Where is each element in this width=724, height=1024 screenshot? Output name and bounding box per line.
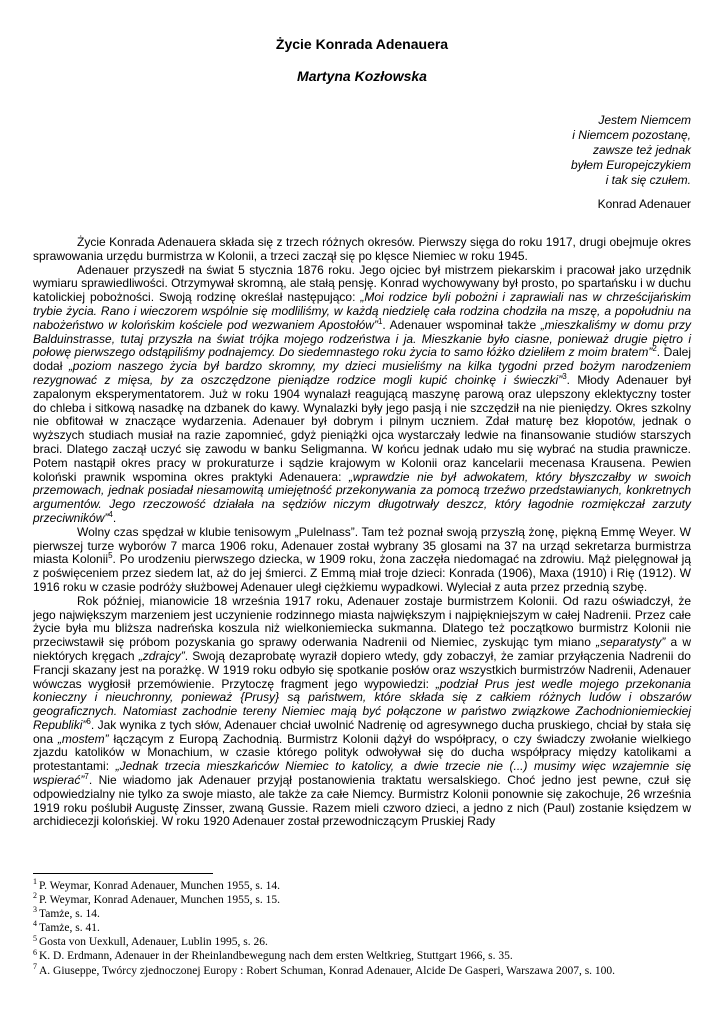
footnote-text: K. D. Erdmann, Adenauer in der Rheinlandbewegung nach dem ersten Weltkrieg, Stuttgart 1966, s. 35. (39, 950, 513, 963)
footnote-number: 7 (33, 961, 37, 971)
footnote-text: Gosta von Uexkull, Adenauer, Lublin 1995, s. 26. (39, 936, 268, 949)
motto-line: byłem Europejczykiem (570, 158, 691, 172)
motto-attribution: Konrad Adenauer (597, 197, 691, 211)
footnote-text: P. Weymar, Konrad Adenauer, Munchen 1955, s. 15. (39, 894, 280, 907)
motto-line: zawsze też jednak (592, 143, 691, 157)
motto-epigraph (391, 113, 691, 188)
footnotes (33, 879, 693, 978)
footnote-ref[interactable]: 2 (652, 344, 657, 354)
footnote-text: A. Giuseppe, Twórcy zjednoczonej Europy : Robert Schuman, Konrad Adenauer, Alcide De Gasperi, Warszawa 2007, s. 100. (39, 964, 616, 977)
footnote-number: 4 (33, 919, 37, 929)
paragraph-text: . Nie wiadomo jak Adenauer przyjął postanowienia traktatu wersalskiego. Choć jedno jest pewne, czuł się odpowiedzialny nie tylko za swoje miasto, ale także za całe Niemcy. Burmistrz Kolonii ponownie się zakochuje, 26 września 1919 roku poślubił Augustę Zinsser, zwaną Gussie. Razem mieli czworo dzieci, a jedno z nich (Paul) zostanie księdzem w archidiecezji kolońskiej. W roku 1920 Adenauer został przewodniczącym Pruskiej Rady (33, 773, 691, 829)
paragraph-text: łączącym z Europą Zachodnią. Burmistrz Kolonii dążył do współpracy, o czy świadczy zwołanie wielkiego zjazdu katolików w Monachium, w czasie którego polityk odwoływał się do ducha współpracy między katolikami a protestantami: (33, 731, 692, 774)
footnote (33, 893, 693, 907)
quotation: „mieszkaliśmy w domu przy Balduinstrasse, tutaj przyszła na świat trójka mojego rodzeństwa i ja. Mieszkanie było ciasne, ponieważ drugie piętro i połowę pierwszego odstąpiliśmy podnajemcy. Do siedemnastego roku życia to samo łóżko dzieliłem z moim bratem” (33, 317, 692, 360)
paragraph-text: Rok później, mianowicie 18 września 1917 roku, Adenauer zostaje burmistrzem Kolonii. Od razu oświadczył, że jego największym marzeniem jest uczynienie rodzinnego miasta największym i najpiękniejszym w całej Nadrenii. Przez całe życie była mu bliższa nadreńska koszula niż wielkoniemiecka sukmanna. Dlatego też początkowo burmistrz Kolonii nie przeciwstawił się próbom pozyskania go sprawy oderwania Nadrenii od Niemiec, zyskując tym miano (33, 593, 691, 650)
footnote-number: 3 (33, 905, 37, 915)
footnote-ref[interactable]: 4 (108, 509, 113, 519)
footnote-ref[interactable]: 3 (562, 371, 567, 381)
footnote (33, 921, 693, 935)
quotation: „zdrajcy” (138, 648, 185, 663)
footnote (33, 961, 693, 978)
paragraph (33, 526, 691, 595)
quotation: „poziom naszego życia był bardzo skromny, my dzieci musieliśmy na kilka tygodni przed bożym narodzeniem rezygnować z mięsa, by za oszczędzone pieniądze rodzice mogli kupić choinkę i świeczki” (33, 359, 691, 387)
footnote (33, 879, 693, 893)
paragraph-text: Wolny czas spędzał w klubie tenisowym „Pulelnass”. Tam też poznał swoją przyszłą żonę, piękną Emmę Weyer. W pierwszej turze wyborów 7 marca 1906 roku, Adenauer został wybrany 35 glosami na 37 na urząd sekretarza burmistrza miasta Kolonii (33, 524, 691, 567)
paragraph (33, 264, 691, 526)
quotation: „wprawdzie nie był adwokatem, który błyszczałby w swoich przemowach, jednak posiadał niesamowitą umiejętność przekonywania za pomocą trzeźwo przedstawianych, konkretnych argumentów. Jego rzeczowość działała na sędziów niczym długotrwały deszcz, który łagodnie rozmiękczał zarzuty przeciwników” (33, 469, 691, 525)
paragraph-text: . Młody Adenauer był zapalonym eksperymentatorem. Już w roku 1904 wynalazł reagującą maszynę parową oraz ulepszony eklektyczny toster do chleba i sitkową nasadkę na dzbanek do kawy. Wynalazki były jego pasją i nie szczędził na nie pieniędzy. Okres szkolny nie obfitował w znaczące wydarzenia. Adenauer był dobrym i pilnym uczniem. Zdał maturę bez kłopotów, jednak o wyższych studiach musiał na razie zapomnieć, gdyż pieniążki ojca wystarczały ledwie na finansowanie studiów starszych braci. Dlatego zaczął uczyć się zawodu w banku Seligmanna. W końcu jednak udało mu się wybrać na studia prawnicze. Potem nastąpił okres pracy w prokuraturze i sądzie krajowym w Kolonii oraz kancelarii mecenasa Krausena. Pewien koloński prawnik wspomina okres praktyki Adenauera: (33, 372, 691, 484)
motto-line: i tak się czułem. (605, 173, 691, 187)
quotation: „Moi rodzice byli pobożni i zaprawiali nas w chrześcijańskim trybie życia. Rano i wieczorem wspólnie się modliliśmy, w każdą niedzielę cała rodzina chodziła na mszę, a popołudniu na nabożeństwo w kolońskim kościele pod wezwaniem Apostołów” (33, 290, 692, 332)
paragraph-text: Życie Konrada Adenauera składa się z trzech różnych okresów. Pierwszy sięga do roku 1917, drugi obejmuje okres sprawowania urzędu burmistrza w Kolonii, a trzeci zaczął się po klęsce Niemiec w roku 1945. (33, 235, 691, 263)
paragraph-text: . (112, 510, 117, 525)
footnote (33, 907, 693, 921)
footnote-text: Tamże, s. 14. (39, 908, 100, 921)
document-title: Życie Konrada Adenauera (275, 36, 449, 52)
paragraph (33, 595, 691, 830)
quotation: „mostem” (57, 731, 109, 746)
footnote (33, 935, 693, 949)
paragraph (33, 236, 691, 264)
footnote-ref[interactable]: 5 (108, 551, 113, 561)
footnote-number: 2 (33, 891, 37, 901)
paragraph-text: a w niektórych kręgach (33, 635, 691, 663)
footnote-ref[interactable]: 1 (377, 316, 383, 326)
footnote-ref[interactable]: 6 (86, 716, 91, 726)
footnote-number: 1 (33, 877, 37, 887)
body-text (33, 236, 691, 829)
document-author: Martyna Kozłowska (297, 68, 427, 84)
paragraph-text: . Adenauer wspominał także (382, 317, 541, 332)
motto-line: Jestem Niemcem (598, 113, 691, 127)
footnote-text: P. Weymar, Konrad Adenauer, Munchen 1955, s. 14. (39, 880, 280, 892)
paragraph-text: . Dalej dodał (33, 345, 691, 374)
footnote-ref[interactable]: 7 (84, 772, 89, 782)
paragraph-text: . Swoją dezaprobatę wyraził dopiero wtedy, gdy zobaczył, że zamiar przyłączenia Nadrenii do Francji skazany jest na porażkę. W 1919 roku odbyło się spotkanie posłów oraz wszystkich burmistrzów Nadrenii, Adenauer wówczas wygłosił przemówienie. Przytoczę fragment jego wypowiedzi: (33, 648, 691, 691)
quotation: „podział Prus jest wedle mojego przekonania konieczny i nieuchronny, ponieważ {Prusy} są państwem, które składa się z całkiem różnych ludów i obszarów geograficznych. Natomiast zachodnie tereny Niemiec mają być połączone w państwo związkowe Zachodnioniemieckiej Republiki” (33, 676, 691, 732)
footnote-text: Tamże, s. 41. (39, 922, 100, 935)
paragraph-text: . Jak wynika z tych słów, Adenauer chciał uwolnić Nadrenię od agresywnego ducha pruskiego, chciał by stała się ona (33, 717, 691, 746)
quotation: „Jednak trzecia mieszkańców Niemiec to katolicy, a dwie trzecie nie (...) musimy więc wzajemnie się wspierać” (33, 759, 691, 788)
motto-line: i Niemcem pozostanę, (572, 128, 691, 142)
quotation: „separatysty” (596, 635, 666, 650)
footnote-number: 6 (33, 947, 37, 957)
paragraph-text: Adenauer przyszedł na świat 5 stycznia 1876 roku. Jego ojciec był mistrzem piekarskim i pracował jako urzędnik wymiaru sprawiedliwości. Otrzymywał skromną, ale stałą pensję. Konrad wychowywany był prosto, po spartańsku i w duchu katolickiej pobożności. Swoją rodzinę określał następująco: (33, 262, 691, 305)
footnote-number: 5 (33, 933, 37, 943)
footnote (33, 949, 693, 963)
paragraph-text: . Po urodzeniu pierwszego dziecka, w 1909 roku, żona zaczęła niedomagać na zdrowiu. Mąż pielęgnował ją z poświęceniem przez siedem lat, aż do jej śmierci. Z Emmą miał troje dzieci: Konrada (1906), Maxa (1910) i Rię (1912). W 1916 roku w czasie podróży służbowej Adenauer uległ ciężkiemu wypadkowi. Wyleciał z auta przez przednią szybę. (33, 552, 692, 594)
footnote-separator (33, 873, 213, 874)
